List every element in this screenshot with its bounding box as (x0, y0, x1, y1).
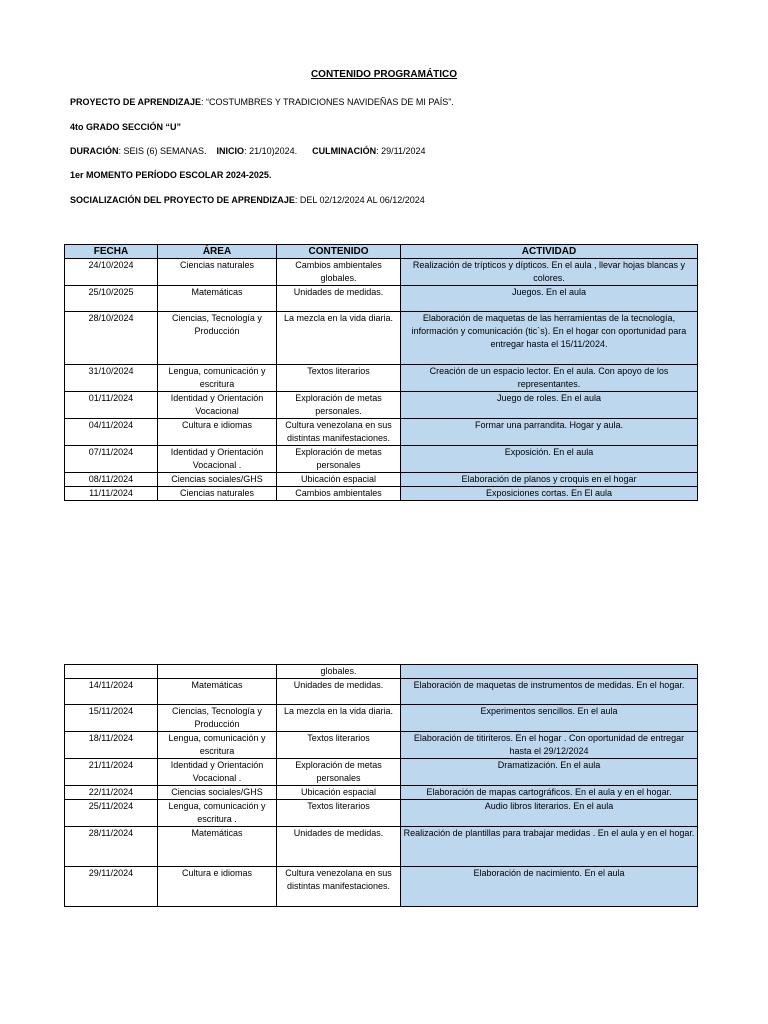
table-row (65, 286, 698, 312)
cell-area: Ciencias naturales (158, 259, 277, 286)
cell-actividad: Elaboración de planos y croquis en el hogar (401, 473, 698, 487)
cell-area: Identidad y Orientación Vocacional (158, 392, 277, 419)
cell-actividad: Exposición. En el aula (401, 446, 698, 473)
end-value: : 29/11/2024 (376, 146, 426, 156)
col-header-area: ÁREA (158, 245, 277, 259)
cell-contenido: Unidades de medidas. (277, 679, 401, 705)
table-row (65, 786, 698, 800)
cell-contenido: Ubicación espacial (277, 473, 401, 487)
cell-contenido: Exploración de metas personales (277, 446, 401, 473)
cell-fecha: 01/11/2024 (65, 392, 158, 419)
table-row (65, 419, 698, 446)
cell-fecha: 22/11/2024 (65, 786, 158, 800)
cell-contenido: Unidades de medidas. (277, 827, 401, 867)
cell-fecha: 28/11/2024 (65, 827, 158, 867)
table-row (65, 312, 698, 365)
cell-actividad (401, 665, 698, 679)
cell-fecha: 28/10/2024 (65, 312, 158, 365)
table-row (65, 800, 698, 827)
cell-area: Lengua, comunicación y escritura . (158, 800, 277, 827)
cell-actividad: Elaboración de maquetas de las herramientas de la tecnología, información y comunicación (tic`s). En el hogar con oportunidad para entregar hasta el 15/11/2024. (401, 312, 698, 365)
cell-fecha: 14/11/2024 (65, 679, 158, 705)
schedule-table-part-2 (64, 664, 698, 907)
cell-contenido: La mezcla en la vida diaria. (277, 312, 401, 365)
cell-area: Ciencias naturales (158, 487, 277, 501)
table-header-row (65, 245, 698, 259)
cell-area: Cultura e idiomas (158, 419, 277, 446)
cell-contenido: Unidades de medidas. (277, 286, 401, 312)
cell-fecha: 29/11/2024 (65, 867, 158, 907)
cell-area: Ciencias sociales/GHS (158, 473, 277, 487)
table-row (65, 487, 698, 501)
grade-text: 4to GRADO SECCIÓN “U” (70, 122, 182, 132)
cell-actividad: Juego de roles. En el aula (401, 392, 698, 419)
cell-actividad: Elaboración de mapas cartográficos. En el aula y en el hogar. (401, 786, 698, 800)
start-value: : 21/10)2024. (244, 146, 298, 156)
cell-actividad: Elaboración de titiriteros. En el hogar . Con oportunidad de entregar hasta el 29/12/2024 (401, 732, 698, 759)
col-header-fecha: FECHA (65, 245, 158, 259)
col-header-actividad: ACTIVIDAD (401, 245, 698, 259)
cell-contenido: Exploración de metas personales. (277, 392, 401, 419)
project-line (70, 97, 454, 107)
cell-area: Cultura e idiomas (158, 867, 277, 907)
cell-contenido: Textos literarios (277, 365, 401, 392)
cell-fecha: 31/10/2024 (65, 365, 158, 392)
cell-actividad: Experimentos sencillos. En el aula (401, 705, 698, 732)
cell-area: Ciencias sociales/GHS (158, 786, 277, 800)
start-label: INICIO (216, 146, 245, 156)
socialization-value: : DEL 02/12/2024 AL 06/12/2024 (294, 195, 425, 205)
cell-fecha (65, 665, 158, 679)
table-row (65, 732, 698, 759)
cell-fecha: 11/11/2024 (65, 487, 158, 501)
cell-area: Identidad y Orientación Vocacional . (158, 446, 277, 473)
cell-actividad: Audio libros literarios. En el aula (401, 800, 698, 827)
cell-area: Matemáticas (158, 679, 277, 705)
cell-fecha: 07/11/2024 (65, 446, 158, 473)
table-row (65, 392, 698, 419)
cell-contenido: La mezcla en la vida diaria. (277, 705, 401, 732)
cell-fecha: 15/11/2024 (65, 705, 158, 732)
moment-text: 1er MOMENTO PERÍODO ESCOLAR 2024-2025. (70, 170, 272, 180)
table-row (65, 705, 698, 732)
socialization-label: SOCIALIZACIÓN DEL PROYECTO DE APRENDIZAJE (70, 195, 295, 205)
table-row (65, 259, 698, 286)
table-row (65, 446, 698, 473)
cell-actividad: Juegos. En el aula (401, 286, 698, 312)
cell-contenido: Cultura venezolana en sus distintas manifestaciones. (277, 867, 401, 907)
cell-fecha: 25/10/2025 (65, 286, 158, 312)
cell-area: Lengua, comunicación y escritura (158, 365, 277, 392)
cell-fecha: 25/11/2024 (65, 800, 158, 827)
cell-actividad: Exposiciones cortas. En El aula (401, 487, 698, 501)
duration-label: DURACIÓN (70, 146, 119, 156)
cell-actividad: Formar una parrandita. Hogar y aula. (401, 419, 698, 446)
table-row (65, 473, 698, 487)
cell-fecha: 18/11/2024 (65, 732, 158, 759)
socialization-line (70, 195, 425, 205)
cell-fecha: 21/11/2024 (65, 759, 158, 786)
cell-actividad: Realización de trípticos y dípticos. En el aula , llevar hojas blancas y colores. (401, 259, 698, 286)
table-row (65, 867, 698, 907)
schedule-table-part-1 (64, 244, 698, 501)
grade-line (70, 122, 181, 132)
cell-contenido: Textos literarios (277, 800, 401, 827)
cell-contenido: Ubicación espacial (277, 786, 401, 800)
project-label: PROYECTO DE APRENDIZAJE (70, 97, 202, 107)
cell-area: Lengua, comunicación y escritura (158, 732, 277, 759)
document-title: CONTENIDO PROGRAMÁTICO (310, 69, 458, 80)
cell-area: Matemáticas (158, 286, 277, 312)
duration-line (70, 146, 426, 156)
cell-contenido: Cambios ambientales (277, 487, 401, 501)
cell-fecha: 24/10/2024 (65, 259, 158, 286)
cell-area: Identidad y Orientación Vocacional . (158, 759, 277, 786)
duration-value: : SEIS (6) SEMANAS. (118, 146, 207, 156)
project-value: : “COSTUMBRES Y TRADICIONES NAVIDEÑAS DE MI PAÍS”. (201, 97, 454, 107)
cell-contenido: globales. (277, 665, 401, 679)
cell-area: Matemáticas (158, 827, 277, 867)
cell-actividad: Creación de un espacio lector. En el aula. Con apoyo de los representantes. (401, 365, 698, 392)
cell-actividad: Elaboración de maquetas de instrumentos de medidas. En el hogar. (401, 679, 698, 705)
col-header-contenido: CONTENIDO (277, 245, 401, 259)
table-row (65, 679, 698, 705)
end-label: CULMINACIÓN (312, 146, 377, 156)
cell-fecha: 04/11/2024 (65, 419, 158, 446)
moment-line (70, 170, 271, 180)
cell-actividad: Realización de plantillas para trabajar medidas . En el aula y en el hogar. (401, 827, 698, 867)
cell-area (158, 665, 277, 679)
cell-contenido: Cultura venezolana en sus distintas manifestaciones. (277, 419, 401, 446)
cell-contenido: Cambios ambientales globales. (277, 259, 401, 286)
table-row (65, 665, 698, 679)
cell-contenido: Textos literarios (277, 732, 401, 759)
cell-area: Ciencias, Tecnología y Producción (158, 312, 277, 365)
cell-actividad: Dramatización. En el aula (401, 759, 698, 786)
cell-fecha: 08/11/2024 (65, 473, 158, 487)
cell-area: Ciencias, Tecnología y Producción (158, 705, 277, 732)
table-row (65, 827, 698, 867)
cell-actividad: Elaboración de nacimiento. En el aula (401, 867, 698, 907)
cell-contenido: Exploración de metas personales (277, 759, 401, 786)
table-row (65, 759, 698, 786)
table-row (65, 365, 698, 392)
